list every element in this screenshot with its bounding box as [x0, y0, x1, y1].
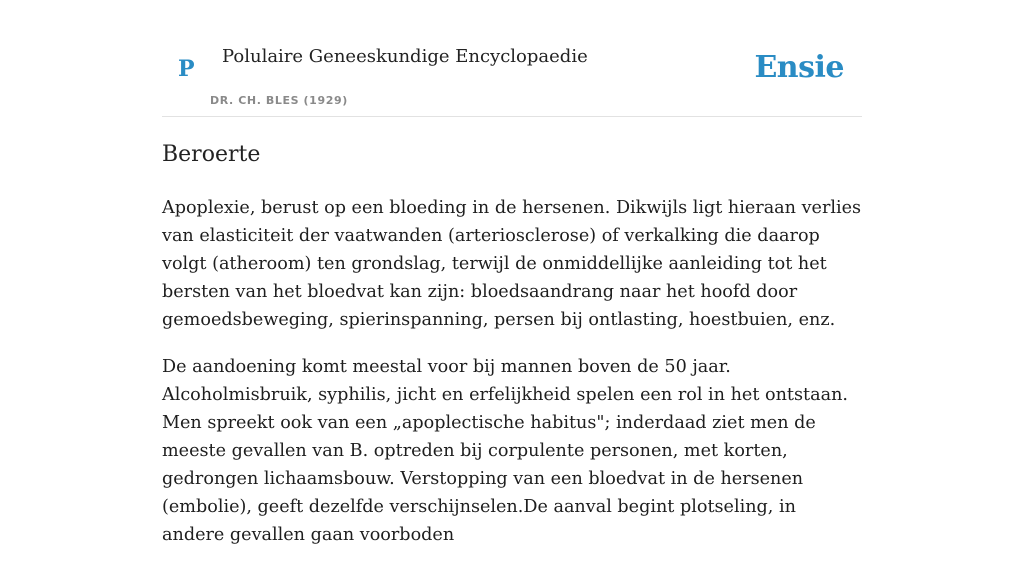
publication-logo-icon[interactable]: P — [178, 56, 195, 82]
article-content — [162, 140, 862, 568]
article-title: Beroerte — [162, 142, 261, 167]
page-header — [162, 0, 862, 117]
article-paragraph-1: Apoplexie, berust op een bloeding in de hersenen. Dikwijls ligt hieraan verlies van elasticiteit der vaatwanden (arteriosclerose) of verkalking die daarop volgt (atheroom) ten grondslag, terwijl de onmiddellijke aanleiding tot het bersten van het bloedvat kan zijn: bloedsaandrang naar het hoofd door gemoedsbeweging, spierinspanning, persen bij ontlasting, hoestbuien, enz. — [162, 198, 862, 330]
publication-author: DR. CH. BLES (1929) — [210, 94, 348, 107]
article-paragraph-2: De aandoening komt meestal voor bij mannen boven de 50 jaar. Alcoholmisbruik, syphilis, jicht en erfelijkheid spelen een rol in het ontstaan. Men spreekt ook van een „apoplectische habitus"; inderdaad ziet men de meeste gevallen van B. optreden bij corpulente personen, met korten, gedrongen lichaamsbouw. Verstopping van een bloedvat in de hersenen (embolie), geeft dezelfde verschijnselen.De aanval begint plotseling, in andere gevallen gaan voorboden — [162, 357, 848, 545]
brand-logo-link[interactable]: Ensie — [754, 50, 844, 85]
publication-title-link[interactable]: Polulaire Geneeskundige Encyclopaedie — [222, 46, 588, 67]
